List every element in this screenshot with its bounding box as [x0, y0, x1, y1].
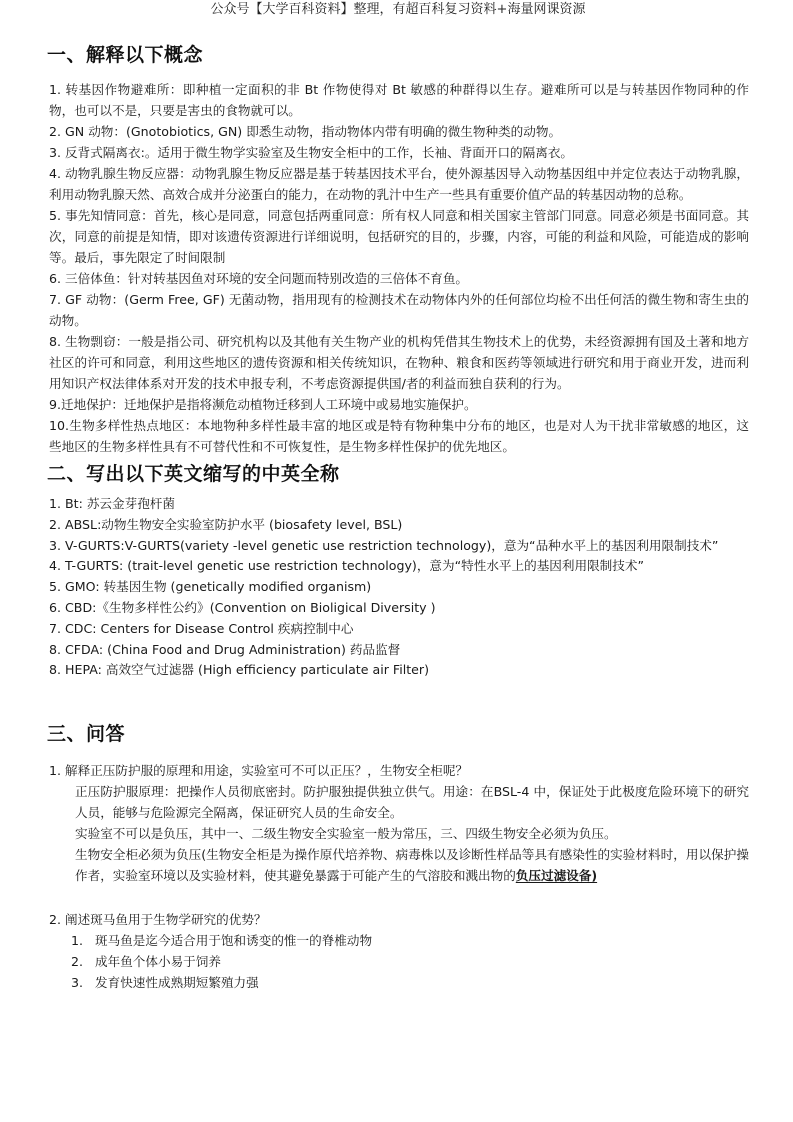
concept-item: 2. GN 动物：(Gnotobiotics, GN) 即悉生动物，指动物体内带有明确的微生物种类的动物。: [49, 124, 562, 139]
section-abbreviations: [47, 459, 749, 681]
abbreviation-item: 8. CFDA: (China Food and Drug Administration) 药品监督: [49, 641, 401, 657]
concept-item: 9.迁地保护：迁地保护是指将濒危动植物迁移到人工环境中或易地实施保护。: [49, 397, 477, 412]
answer-list: [49, 930, 749, 993]
abbreviation-item: 5. GMO: 转基因生物 (genetically modified organism): [49, 579, 372, 595]
list-number: 2.: [71, 954, 84, 970]
section-title-qa: 三、问答: [47, 723, 126, 746]
concept-item: 7. GF 动物：(Germ Free, GF) 无菌动物，指用现有的检测技术在动物体内外的任何部位均检不出任何活的微生物和寄生虫的动物。: [49, 292, 749, 328]
list-item: [71, 951, 749, 972]
list-item: [71, 930, 749, 951]
answer-emphasis: 负压过滤设备): [515, 868, 598, 884]
concept-item: 8. 生物剽窃：一般是指公司、研究机构以及其他有关生物产业的机构凭借其生物技术上的优势，未经资源拥有国及土著和地方社区的许可和同意，利用这些地区的遗传资源和相关传统知识，在物种、粮食和医药等领域进行研究和用于商业开发，进而利用知识产权法律体系对开发的技术申报专利，不考虑资源提供国/者的利益而独自获利的行为。: [49, 334, 749, 391]
abbreviation-item: 8. HEPA: 高效空气过滤器 (High efficiency particulate air Filter): [49, 662, 429, 678]
section-title-abbreviations: 二、写出以下英文缩写的中英全称: [47, 463, 340, 485]
concept-item: 10.生物多样性热点地区：本地物种多样性最丰富的地区或是特有物种集中分布的地区，也是对人为干扰非常敏感的地区，这些地区的生物多样性具有不可替代性和不可恢复性，是生物多样性保护的优先地区。: [49, 418, 749, 454]
answer-text: 生物安全柜必须为负压(生物安全柜是为操作原代培养物、病毒株以及诊断性样品等具有感染性的实验材料时，用以保护操作者，实验室环境以及实验材料，使其避免暴露于可能产生的气溶胶和溅出物的: [75, 847, 749, 884]
abbreviation-item: 2. ABSL:动物生物安全实验室防护水平 (biosafety level, BSL): [49, 516, 403, 532]
list-number: 3.: [71, 975, 84, 991]
abbreviation-item: 4. T-GURTS: (trait-level genetic use restriction technology)，意为“特性水平上的基因利用限制技术”: [49, 558, 644, 574]
concept-item: 5. 事先知情同意：首先，核心是同意，同意包括两重同意：所有权人同意和相关国家主管部门同意。同意必须是书面同意。其次，同意的前提是知情，即对该遗传资源进行详细说明，包括研究的目的，步骤，内容，可能的利益和风险，可能造成的影响等。最后，事先限定了时间限制: [49, 208, 749, 265]
concept-item: 4. 动物乳腺生物反应器：动物乳腺生物反应器是基于转基因技术平台，使外源基因导入动物基因组中并定位表达于动物乳腺，利用动物乳腺天然、高效合成并分泌蛋白的能力，在动物的乳汁中生产一些具有重要价值产品的转基因动物的总称。: [49, 166, 749, 202]
list-number: 1.: [71, 933, 84, 949]
answer-paragraph: 实验室不可以是负压，其中一、二级生物安全实验室一般为常压，三、四级生物安全必须为负压。: [75, 826, 617, 842]
question-text: 2. 阐述斑马鱼用于生物学研究的优势？: [49, 912, 267, 928]
question-block: [47, 760, 749, 886]
abbreviation-item: 1. Bt: 苏云金芽孢杆菌: [49, 496, 175, 511]
list-item: [71, 972, 749, 993]
abbreviation-item: 6. CBD:《生物多样性公约》(Convention on Bioligical Diversity ): [49, 599, 436, 615]
answer-paragraph: [49, 844, 749, 886]
list-text: 发育快速性成熟期短繁殖力强: [95, 975, 259, 991]
abbreviation-item: 7. CDC: Centers for Disease Control 疾病控制中心: [49, 620, 354, 636]
abbreviation-item: 3. V-GURTS:V-GURTS(variety -level genetic use restriction technology)，意为“品种水平上的基因利用限制技术”: [49, 537, 719, 553]
list-text: 成年鱼个体小易于饲养: [95, 954, 221, 970]
question-text: 1. 解释正压防护服的原理和用途，实验室可不可以正压？，生物安全柜呢？: [49, 763, 469, 779]
section-concepts: [47, 40, 749, 457]
section-title-concepts: 一、解释以下概念: [47, 44, 204, 66]
concept-item: 3. 反背式隔离衣:。适用于微生物学实验室及生物安全柜中的工作，长袖、背面开口的隔离衣。: [49, 145, 574, 160]
question-block: [47, 909, 749, 993]
answer-paragraph: 正压防护服原理：把操作人员彻底密封。防护服独提供独立供气。用途：在BSL-4 中，保证处于此极度危险环境下的研究人员，能够与危险源完全隔离，保证研究人员的生命安全。: [75, 784, 749, 821]
page-header: 公众号【大学百科资料】整理，有超百科复习资料+海量网课资源: [210, 2, 586, 17]
list-text: 斑马鱼是迄今适合用于饱和诱变的惟一的脊椎动物: [95, 933, 373, 949]
section-qa: [47, 719, 749, 993]
concept-item: 1. 转基因作物避难所：即种植一定面积的非 Bt 作物使得对 Bt 敏感的种群得以生存。避难所可以是与转基因作物同种的作物，也可以不是，只要是害虫的食物就可以。: [49, 82, 749, 118]
concept-item: 6. 三倍体鱼：针对转基因鱼对环境的安全问题而特别改造的三倍体不育鱼。: [49, 271, 469, 286]
